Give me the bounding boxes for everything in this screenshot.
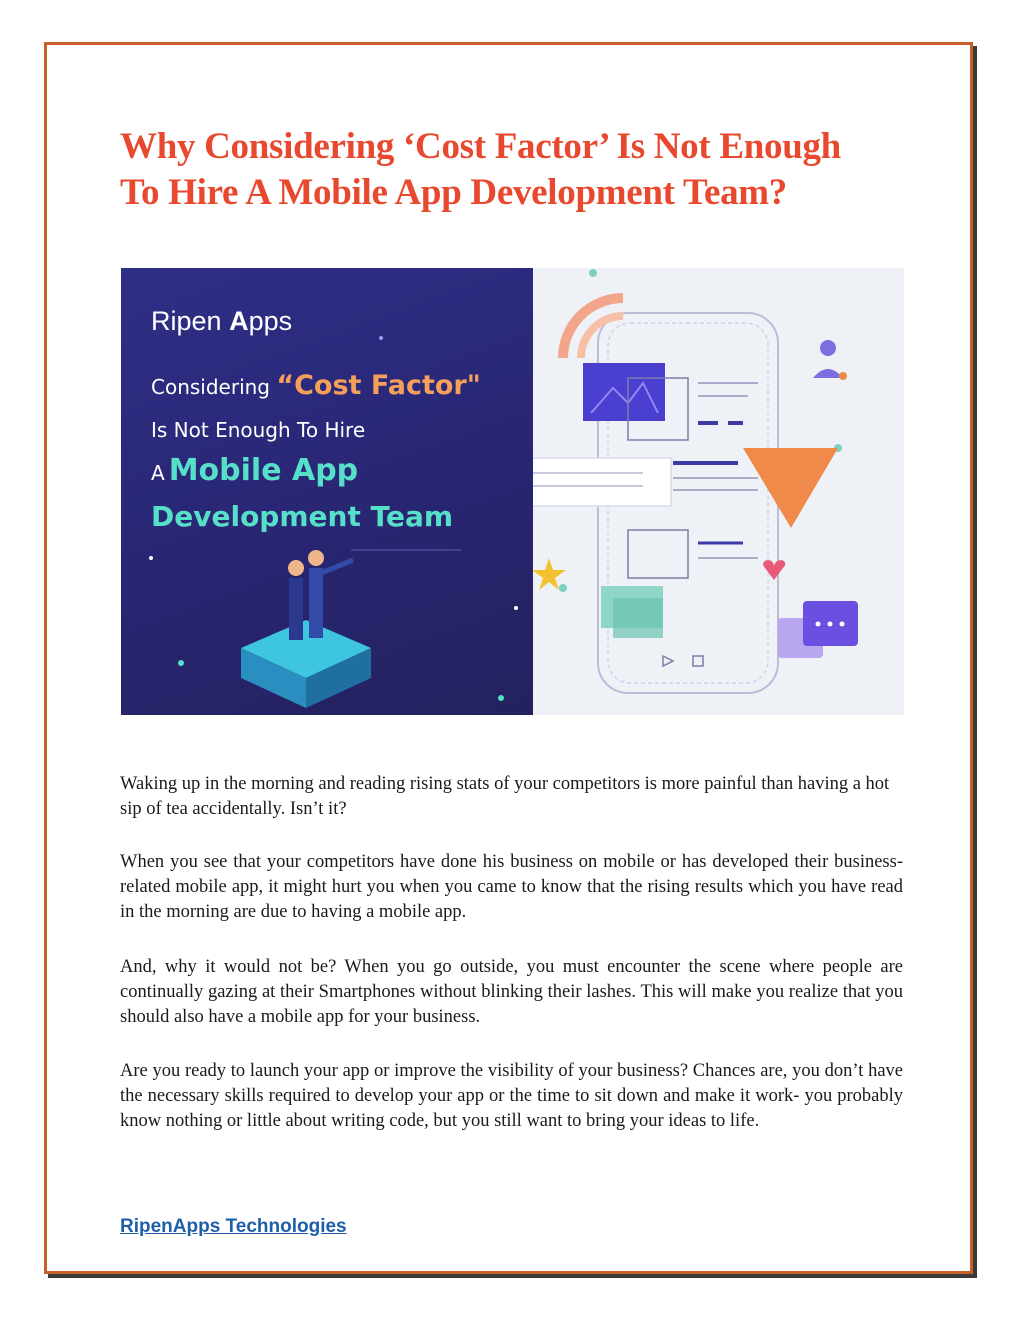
title-line-1: Why Considering ‘Cost Factor’ Is Not Enough [120,126,841,167]
hero-image [121,268,904,715]
star-dot [149,556,153,560]
paragraph-1: Waking up in the morning and reading rising stats of your competitors is more painful than having a hot sip of tea accidentally. Isn’t it? [120,774,890,819]
hero-illustration-panel [533,268,904,715]
document-title [120,124,920,216]
hero-headline-mobile-app: Mobile App [168,453,359,488]
star-dot [514,606,518,610]
hero-headline-accent: “Cost Factor" [276,370,481,401]
title-line-2: To Hire A Mobile App Development Team? [120,172,787,213]
logo-text-ripen: Ripen [151,306,222,336]
star-dot [379,336,383,340]
phone-illustration [533,268,904,715]
hero-headline-a: A [151,461,165,485]
pedestal [241,620,371,708]
decor-dot [559,584,567,592]
paragraph-2: When you see that your competitors have done his business on mobile or has developed their business-related mobile app, it might hurt you when you came to know that the rising results which you have read in the morning are due to having a mobile app. [120,852,903,922]
hero-headline-line-3 [151,453,358,488]
hero-banner [121,268,533,715]
hero-headline-line-1 [151,370,481,401]
image-placeholder-icon [628,530,688,578]
hero-headline-line-4: Development Team [151,500,454,533]
paragraph-4: Are you ready to launch your app or improve the visibility of your business? Chances are, you don’t have the necessary skills required to develop your app or the time to sit down and make it work- you probably know nothing or little about writing code, but you still want to bring your ideas to life. [120,1061,903,1131]
wifi-arc-icon [581,316,623,358]
image-card-icon [583,363,665,421]
star-dot [498,695,504,701]
user-icon [820,340,836,356]
paragraph-3: And, why it would not be? When you go outside, you must encounter the scene where people are continually gazing at their Smartphones without blinking their lashes. This will make you realize that you should also have a mobile app for your business. [120,957,903,1027]
star-dot [178,660,184,666]
hero-headline-line-2: Is Not Enough To Hire [151,418,366,442]
businessmen-illustration [288,550,353,640]
hero-headline-prefix: Considering [151,375,271,399]
square-icon [693,656,703,666]
decor-dot [589,269,597,277]
company-link[interactable]: RipenApps Technologies [120,1216,347,1237]
notification-card [533,458,671,506]
play-icon [663,656,673,666]
logo-text-a: A [229,306,249,336]
logo-text-pps: pps [248,306,293,336]
heart-icon [763,560,785,580]
ripenapps-logo [151,306,292,337]
triangle-shape [743,448,838,528]
